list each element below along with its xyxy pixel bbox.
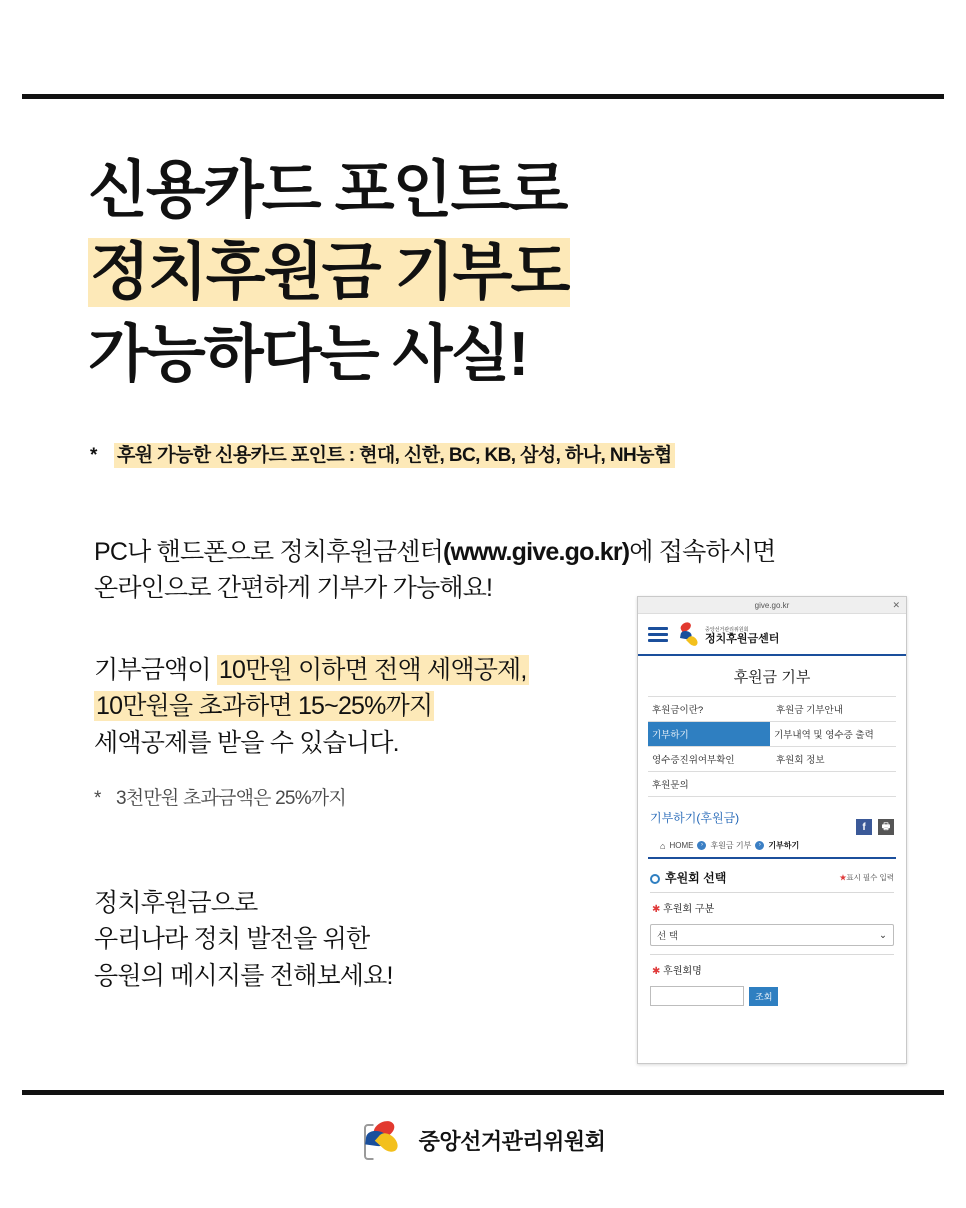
site-header (638, 614, 906, 656)
breadcrumb (648, 832, 896, 859)
menu-row (648, 697, 896, 722)
org-type-select[interactable] (650, 924, 894, 946)
page-title (88, 150, 788, 395)
menu-item-donate[interactable]: 기부하기 (648, 722, 770, 746)
menu-row (648, 747, 896, 772)
body-p2-highlight-2: 10만원을 초과하면 15~25%까지 (96, 692, 433, 721)
field-label-org-type (650, 892, 894, 920)
headline-note-text: 후원 가능한 신용카드 포인트 : 현대, 신한, BC, KB, 삼성, 하나, NH농협 (114, 443, 675, 468)
required-asterisk-icon: ✱ (652, 966, 661, 977)
phone-menu (648, 696, 896, 797)
body-p4-part-a: 정치후원금으로 (94, 889, 258, 917)
breadcrumb-home[interactable]: HOME (669, 841, 694, 850)
field-label-org-name (650, 954, 894, 982)
section-header (638, 859, 906, 892)
body-note-3 (94, 785, 614, 813)
bottom-divider (22, 1090, 944, 1095)
body-p1-part-b: 에 접속하시면 (629, 538, 776, 566)
breadcrumb-mid[interactable]: 후원금 기부 (710, 841, 752, 850)
chevron-right-icon: › (697, 841, 706, 850)
headline-line-1: 신용카드 포인트로 (88, 156, 567, 225)
body-p2-highlight-1: 10만원 이하면 전액 세액공제, (218, 656, 527, 684)
nec-logo-icon (361, 1120, 407, 1160)
body-p1-part-a: PC나 핸드폰으로 정치후원금센터 (94, 538, 443, 566)
body-p4-part-b: 우리나라 정치 발전을 위한 (94, 925, 370, 954)
share-buttons (856, 819, 894, 835)
site-logo[interactable] (678, 623, 779, 646)
search-button[interactable]: 조회 (749, 987, 778, 1006)
body-p1-part-c: 온라인으로 간편하게 기부가 가능해요! (94, 574, 493, 603)
menu-item-guide[interactable]: 후원금 기부안내 (776, 705, 843, 716)
home-icon[interactable]: ⌂ (660, 840, 666, 851)
org-name-input[interactable] (650, 986, 744, 1006)
headline-line-3: 가능하다는 사실! (88, 319, 528, 389)
required-star: ★ (839, 873, 847, 882)
menu-item-about[interactable]: 후원금이란? (652, 705, 704, 716)
chevron-right-icon: › (755, 841, 764, 850)
menu-item-inquiry[interactable]: 후원문의 (652, 780, 689, 791)
site-logo-subtitle: 중앙선거관리위원회 (705, 626, 749, 633)
menu-item-receipt-verify[interactable]: 영수증진위여부확인 (652, 755, 735, 766)
footer-organization-name: 중앙선거관리위원회 (418, 1128, 606, 1154)
site-logo-title: 정치후원금센터 (705, 633, 780, 646)
org-name-search-row (650, 986, 894, 1006)
org-type-select-value: 선 택 (657, 931, 678, 942)
headline-line-2 (88, 232, 788, 314)
required-note-text: 표시 필수 입력 (846, 873, 894, 882)
headline-note (90, 440, 675, 467)
give-go-kr-url: (www.give.go.kr) (442, 538, 630, 566)
close-icon[interactable]: ✕ (892, 599, 900, 610)
top-divider (22, 94, 944, 99)
body-p2-part-b: 세액공제를 받을 수 있습니다. (94, 728, 399, 757)
menu-item-org-info[interactable]: 후원회 정보 (776, 755, 825, 766)
body-paragraph-2 (94, 652, 654, 761)
donate-link[interactable]: 기부하기(후원금) (650, 811, 740, 825)
menu-item-history[interactable]: 기부내역 및 영수증 출력 (774, 730, 874, 741)
body-note-3-star: * (94, 788, 101, 809)
breadcrumb-current: 기부하기 (768, 841, 800, 850)
headline-note-star: * (90, 445, 97, 466)
required-note (840, 872, 894, 883)
body-p2-part-a: 기부금액이 (94, 656, 217, 684)
nec-emblem-icon (678, 624, 700, 644)
bullet-icon (650, 874, 660, 884)
headline-line-2-highlight: 정치후원금 기부도 (90, 237, 569, 307)
phone-screenshot (637, 596, 907, 1064)
field-label-org-name-text: 후원회명 (663, 966, 702, 977)
chevron-down-icon: ⌄ (879, 929, 887, 941)
body-paragraph-4 (94, 885, 614, 994)
menu-row (648, 722, 896, 747)
section-title (650, 869, 726, 886)
facebook-icon[interactable]: f (856, 819, 872, 835)
footer (0, 1120, 966, 1160)
print-icon[interactable]: 🖶 (878, 819, 894, 835)
body-note-3-text: 3천만원 초과금액은 25%까지 (116, 788, 346, 809)
menu-row (648, 772, 896, 797)
hamburger-menu-icon[interactable] (648, 627, 668, 642)
section-title-text: 후원회 선택 (665, 871, 727, 885)
required-asterisk-icon: ✱ (652, 904, 661, 915)
browser-url-bar (638, 597, 906, 614)
url-text: give.go.kr (754, 600, 790, 610)
body-p4-part-c: 응원의 메시지를 전해보세요! (94, 961, 393, 990)
phone-page-title: 후원금 기부 (733, 669, 811, 686)
field-label-org-type-text: 후원회 구분 (663, 904, 715, 915)
